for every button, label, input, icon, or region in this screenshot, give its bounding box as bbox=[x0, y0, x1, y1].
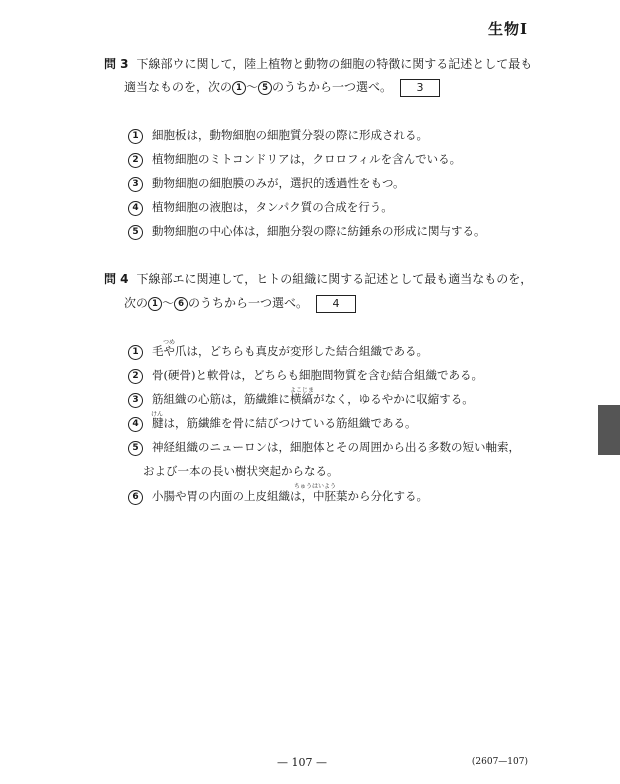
q4-choice-5-cont: および一本の長い樹状突起からなる。 bbox=[143, 464, 339, 478]
page-number: — 107 — bbox=[277, 756, 327, 769]
side-index-tab bbox=[598, 405, 620, 455]
q4-stem-line2 bbox=[124, 294, 356, 313]
page-code: (2607—107) bbox=[471, 757, 528, 767]
ruby-tsume: つめ bbox=[163, 339, 176, 346]
q3-choice-4-text: 植物細胞の液胞は，タンパク質の合成を行う。 bbox=[152, 200, 393, 214]
subject-title: 生物Ⅰ bbox=[487, 20, 528, 38]
q3-stem-line2 bbox=[124, 78, 440, 97]
q3-choice-1-num: 1 bbox=[128, 129, 143, 144]
q3-choice-3-text: 動物細胞の細胞膜のみが，選択的透過性をもつ。 bbox=[152, 176, 405, 190]
q3-choice-1[interactable] bbox=[128, 127, 428, 144]
ruby-chuhaiyo: ちゅうはいよう bbox=[294, 483, 337, 490]
q3-choice-2-text: 植物細胞のミトコンドリアは，クロロフィルを含んでいる。 bbox=[152, 152, 462, 166]
q3-choice-1-text: 細胞板は，動物細胞の細胞質分裂の際に形成される。 bbox=[152, 128, 428, 142]
q4-label: 問 4 bbox=[104, 272, 129, 286]
q3-stem-text: 下線部ウに関して，陸上植物と動物の細胞の特徴に関する記述として最も bbox=[136, 57, 533, 71]
q3-choice-5[interactable] bbox=[128, 223, 486, 240]
q3-choice-2-num: 2 bbox=[128, 153, 143, 168]
q4-choice-4-num: 4 bbox=[128, 417, 143, 432]
q4-answer-box[interactable]: 4 bbox=[316, 295, 356, 313]
q4-stem-post: のうちから一つ選べ。 bbox=[188, 296, 309, 310]
q3-stem-post: のうちから一つ選べ。 bbox=[272, 80, 393, 94]
q4-stem-line1 bbox=[104, 270, 544, 288]
q4-stem-text: 下線部エに関連して，ヒトの組織に関する記述として最も適当なものを， bbox=[136, 272, 533, 286]
q3-answer-box[interactable]: 3 bbox=[400, 79, 440, 97]
q4-choice-4[interactable] bbox=[128, 415, 417, 432]
q4-choice-1-text: 毛や爪は，どちらも真皮が変形した結合組織である。 bbox=[152, 344, 428, 358]
q4-choice-5-text: 神経組織のニューロンは，細胞体とその周囲から出る多数の短い軸索， bbox=[152, 440, 520, 454]
q4-stem-pre: 次の bbox=[124, 296, 149, 310]
q3-range-sep: ～ bbox=[246, 80, 259, 94]
q4-choice-5[interactable] bbox=[128, 439, 520, 456]
q3-choice-4-num: 4 bbox=[128, 201, 143, 216]
q3-choice-2[interactable] bbox=[128, 151, 461, 168]
q4-range-start: 1 bbox=[148, 297, 162, 311]
q3-choice-3[interactable] bbox=[128, 175, 405, 192]
q4-choice-1[interactable] bbox=[128, 343, 428, 360]
q3-stem-line1 bbox=[104, 55, 544, 73]
q4-choice-3-num: 3 bbox=[128, 393, 143, 408]
q3-choice-5-num: 5 bbox=[128, 225, 143, 240]
q3-stem-pre: 適当なものを，次の bbox=[124, 80, 233, 94]
q3-choice-3-num: 3 bbox=[128, 177, 143, 192]
q3-choice-5-text: 動物細胞の中心体は，細胞分裂の際に紡錘糸の形成に関与する。 bbox=[152, 224, 486, 238]
q3-label: 問 3 bbox=[104, 57, 129, 71]
q4-choice-6-num: 6 bbox=[128, 490, 143, 505]
q3-range-end: 5 bbox=[258, 81, 272, 95]
q4-choice-6-text: 小腸や胃の内面の上皮組織は，中胚葉から分化する。 bbox=[152, 489, 428, 503]
q4-choice-3-text: 筋組織の心筋は，筋繊維に横縞がなく，ゆるやかに収縮する。 bbox=[152, 392, 474, 406]
q4-range-sep: ～ bbox=[162, 296, 175, 310]
q4-choice-2-text: 骨(硬骨)と軟骨は，どちらも細胞間物質を含む結合組織である。 bbox=[152, 368, 483, 382]
q4-choice-3[interactable] bbox=[128, 391, 474, 408]
ruby-yokojima: よこじま bbox=[290, 387, 315, 394]
q4-choice-5-num: 5 bbox=[128, 441, 143, 456]
q4-choice-4-text: 腱は，筋繊維を骨に結びつけている筋組織である。 bbox=[152, 416, 417, 430]
q4-choice-1-num: 1 bbox=[128, 345, 143, 360]
ruby-ken: けん bbox=[151, 411, 164, 418]
q4-choice-2-num: 2 bbox=[128, 369, 143, 384]
q3-choice-4[interactable] bbox=[128, 199, 393, 216]
q4-range-end: 6 bbox=[174, 297, 188, 311]
q4-choice-6[interactable] bbox=[128, 488, 428, 505]
q4-choice-2[interactable] bbox=[128, 367, 483, 384]
q3-range-start: 1 bbox=[232, 81, 246, 95]
